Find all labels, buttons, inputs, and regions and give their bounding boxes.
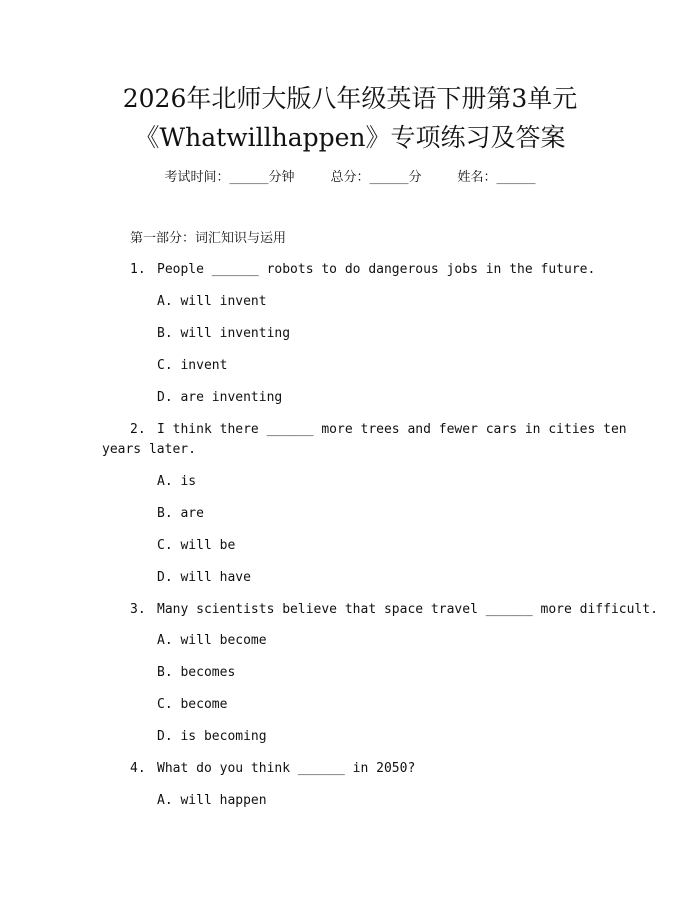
- question-number: 3.: [130, 602, 146, 617]
- option-1b: B. will inventing: [157, 326, 291, 341]
- question-number: 4.: [130, 761, 146, 776]
- document-title-line-2: 《Whatwillhappen》专项练习及答案: [134, 123, 566, 152]
- question-number: 1.: [130, 262, 146, 277]
- option-2c: C. will be: [157, 538, 236, 553]
- document-title-line-1: 2026年北师大版八年级英语下册第3单元: [122, 84, 578, 113]
- question-text: I think there ______ more trees and fewer cars in cities ten: [157, 422, 627, 437]
- option-2d: D. will have: [157, 570, 251, 585]
- option-2a: A. is: [157, 474, 197, 489]
- question-number: 2.: [130, 422, 146, 437]
- question-text-continued: years later.: [102, 442, 196, 457]
- option-1d: D. are inventing: [157, 390, 283, 405]
- option-1a: A. will invent: [157, 294, 267, 309]
- section-title: 第一部分：词汇知识与运用: [130, 231, 287, 246]
- question-text: What do you think ______ in 2050?: [157, 761, 416, 776]
- question-text: Many scientists believe that space travel ______ more difficult.: [157, 602, 658, 617]
- option-4a: A. will happen: [157, 793, 267, 808]
- exam-time-label: 考试时间：______分钟: [164, 170, 295, 185]
- option-3a: A. will become: [157, 633, 267, 648]
- total-score-label: 总分：______分: [330, 170, 422, 185]
- option-3d: D. is becoming: [157, 729, 267, 744]
- exam-info: [0, 170, 700, 186]
- option-1c: C. invent: [157, 358, 228, 373]
- option-3b: B. becomes: [157, 665, 236, 680]
- option-3c: C. become: [157, 697, 228, 712]
- name-label: 姓名：______: [457, 170, 536, 185]
- question-text: People ______ robots to do dangerous jobs in the future.: [157, 262, 596, 277]
- option-2b: B. are: [157, 506, 204, 521]
